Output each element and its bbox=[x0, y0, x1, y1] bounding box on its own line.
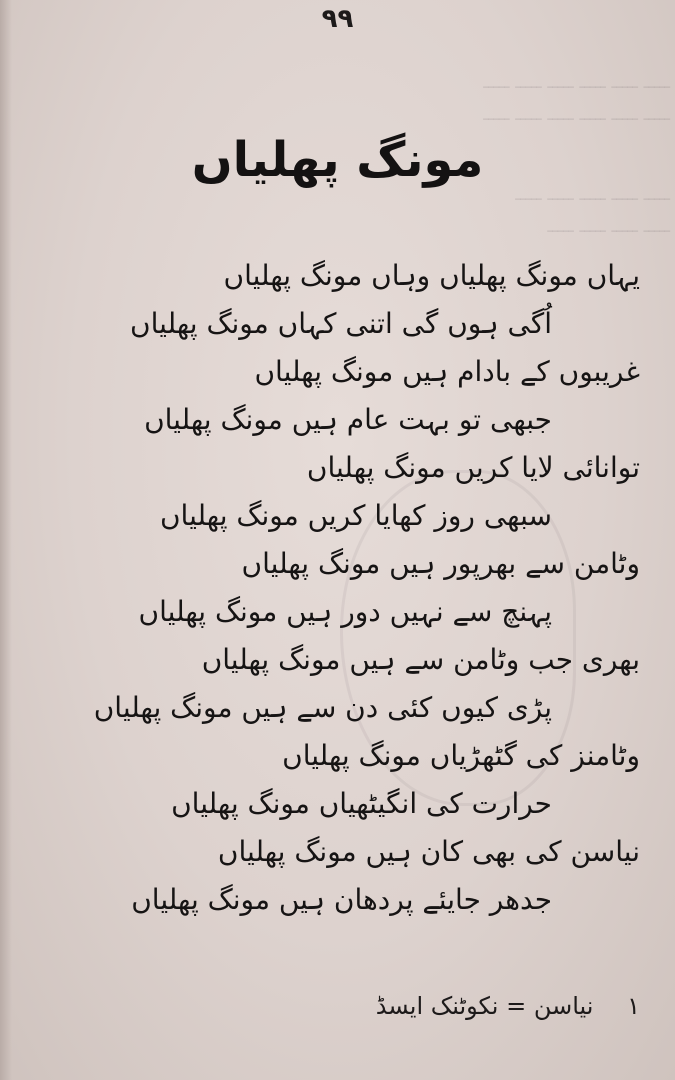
poem-line: سبھی روز کھایا کریں مونگ پھلیاں bbox=[159, 499, 552, 532]
footnote bbox=[280, 992, 640, 1020]
poem-line: نیاسن کی بھی کان ہیں مونگ پھلیاں bbox=[217, 835, 640, 868]
poem-line: توانائی لایا کریں مونگ پھلیاں bbox=[306, 451, 640, 484]
poem-line: غریبوں کے بادام ہیں مونگ پھلیاں bbox=[254, 355, 640, 388]
bleed-through-text: ـــــ ـــــ ـــــ ـــــ ـــــ bbox=[515, 184, 670, 205]
page-number: ۹۹ bbox=[321, 4, 354, 34]
bleed-through-text: ـــــ ـــــ ـــــ ـــــ bbox=[547, 216, 670, 237]
poem-line: حرارت کی انگیٹھیاں مونگ پھلیاں bbox=[171, 787, 552, 820]
footnote-text: نیاسن = نکوٹنک ایسڈ bbox=[375, 992, 594, 1020]
poem-line: یہاں مونگ پھلیاں وہاں مونگ پھلیاں bbox=[223, 259, 640, 292]
poem-line: جدھر جایئے پردھان ہیں مونگ پھلیاں bbox=[131, 883, 552, 916]
poem-body bbox=[20, 252, 640, 924]
poem-line: بھری جب وٹامن سے ہیں مونگ پھلیاں bbox=[201, 643, 640, 676]
poem-line: اُگی ہوں گی اتنی کہاں مونگ پھلیاں bbox=[130, 307, 552, 340]
poem-line: وٹامنز کی گٹھڑیاں مونگ پھلیاں bbox=[282, 739, 640, 772]
poem-title: مونگ پھلیاں bbox=[191, 132, 484, 188]
poem-line: پڑی کیوں کئی دن سے ہیں مونگ پھلیاں bbox=[93, 691, 552, 724]
footnote-marker: ۱ bbox=[627, 992, 640, 1020]
poem-line: وٹامن سے بھرپور ہیں مونگ پھلیاں bbox=[241, 547, 640, 580]
poem-line: پہنچ سے نہیں دور ہیں مونگ پھلیاں bbox=[138, 595, 552, 628]
bleed-through-text: ـــــ ـــــ ـــــ ـــــ ـــــ ـــــ bbox=[483, 104, 670, 125]
poem-line: جبھی تو بہت عام ہیں مونگ پھلیاں bbox=[144, 403, 552, 436]
bleed-through-text: ـــــ ـــــ ـــــ ـــــ ـــــ ـــــ bbox=[483, 72, 670, 93]
